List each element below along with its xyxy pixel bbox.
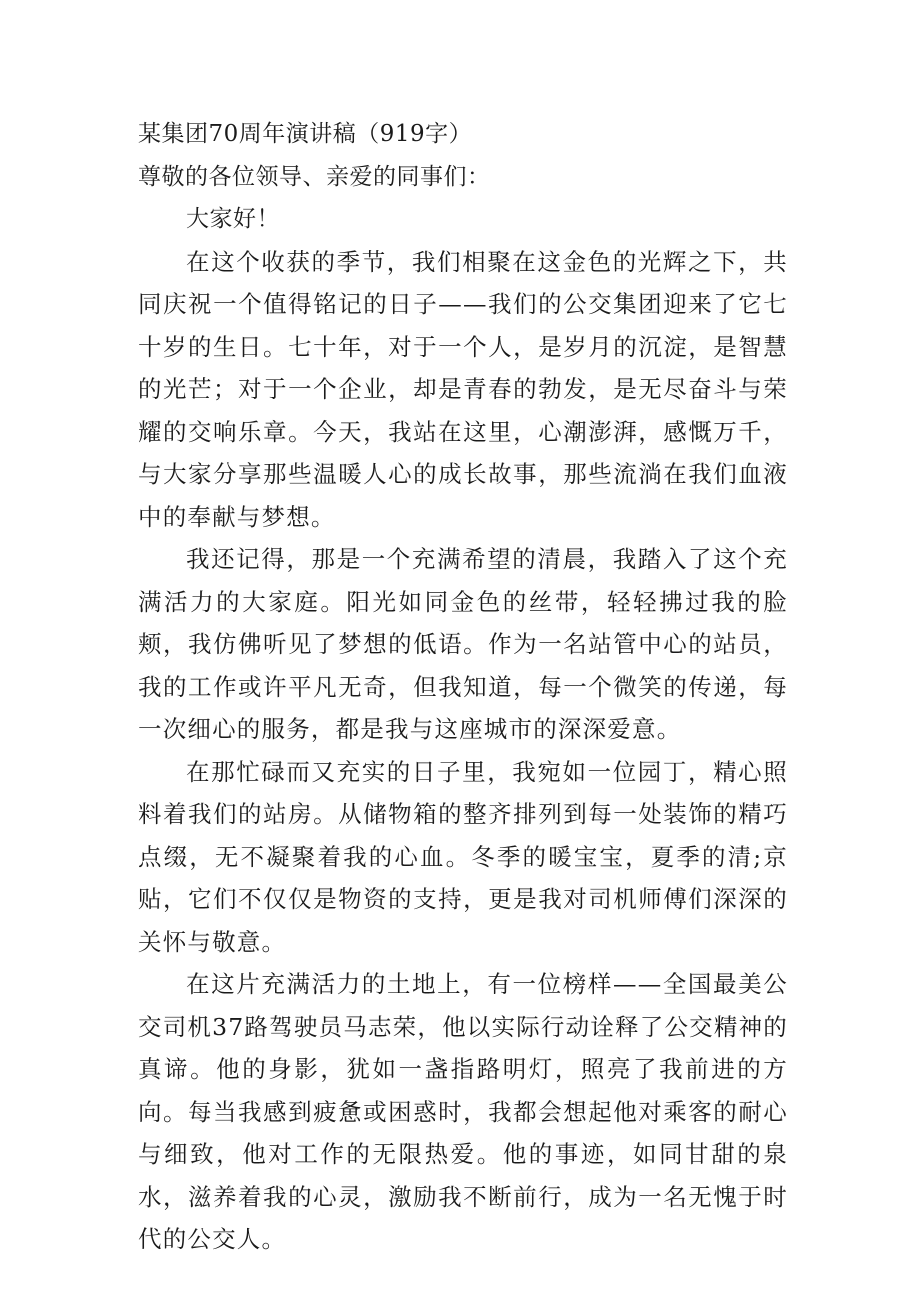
document-body	[138, 113, 788, 1261]
paragraph-2: 我还记得，那是一个充满希望的清晨，我踏入了这个充满活力的大家庭。阳光如同金色的丝带，轻轻拂过我的脸颊，我仿佛听见了梦想的低语。作为一名站管中心的站员，我的工作或许平凡无奇，但我知道，每一个微笑的传递，每一次细心的服务，都是我与这座城市的深深爱意。	[138, 545, 788, 743]
salutation: 尊敬的各位领导、亲爱的同事们：	[138, 163, 491, 190]
greeting: 大家好！	[186, 206, 280, 232]
paragraph-4: 在这片充满活力的土地上，有一位榜样——全国最美公交司机37路驾驶员马志荣，他以实际行动诠释了公交精神的真谛。他的身影，犹如一盏指路明灯，照亮了我前进的方向。每当我感到疲惫或困惑时，我都会想起他对乘客的耐心与细致，他对工作的无限热爱。他的事迹，如同甘甜的泉水，滋养着我的心灵，激励我不断前行，成为一名无愧于时代的公交人。	[138, 970, 788, 1253]
paragraph-1: 在这个收获的季节，我们相聚在这金色的光辉之下，共同庆祝一个值得铭记的日子——我们的公交集团迎来了它七十岁的生日。七十年，对于一个人，是岁月的沉淀，是智慧的光芒；对于一个企业，却是青春的勃发，是无尽奋斗与荣耀的交响乐章。今天，我站在这里，心潮澎湃，感慨万千，与大家分享那些温暖人心的成长故事，那些流淌在我们血液中的奉献与梦想。	[138, 247, 788, 531]
document-title: 某集团70周年演讲稿（919字）	[138, 121, 473, 147]
paragraph-3: 在那忙碌而又充实的日子里，我宛如一位园丁，精心照料着我们的站房。从储物箱的整齐排列到每一处装饰的精巧点缀，无不凝聚着我的心血。冬季的暖宝宝，夏季的清;京贴，它们不仅仅是物资的支持，更是我对司机师傅们深深的关怀与敬意。	[138, 757, 788, 956]
